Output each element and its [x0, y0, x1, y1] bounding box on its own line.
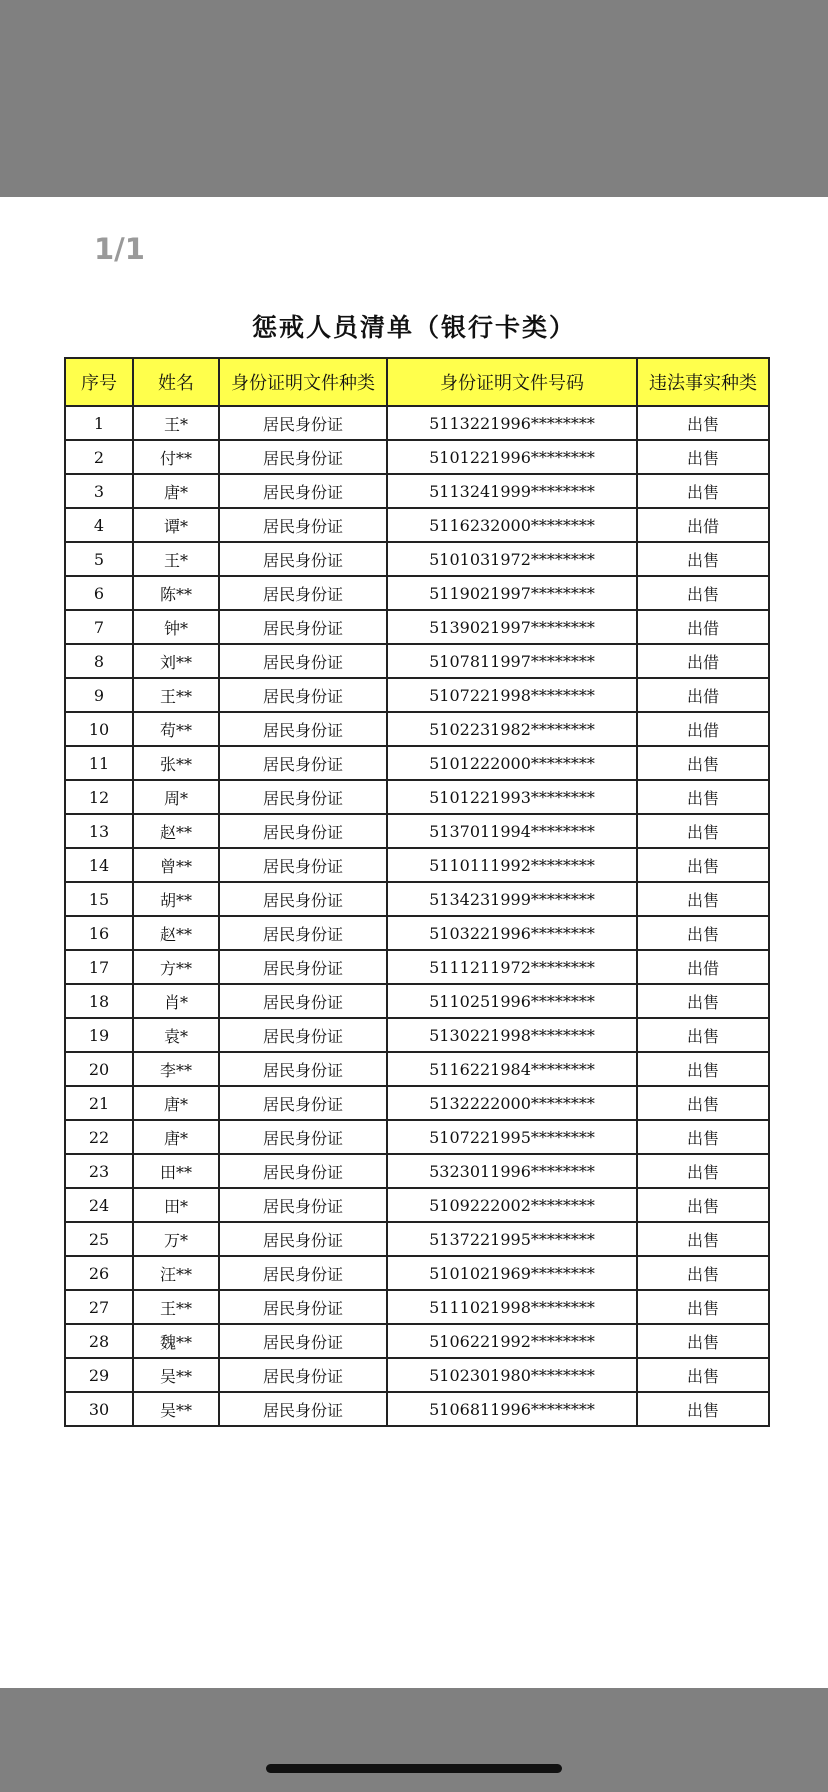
cell-violation-type: 出售: [637, 916, 769, 950]
cell-name: 曾**: [133, 848, 219, 882]
cell-id-type: 居民身份证: [219, 1018, 387, 1052]
home-indicator[interactable]: [266, 1764, 562, 1773]
cell-index: 26: [65, 1256, 133, 1290]
cell-violation-type: 出售: [637, 1256, 769, 1290]
cell-index: 12: [65, 780, 133, 814]
cell-violation-type: 出售: [637, 1052, 769, 1086]
cell-index: 19: [65, 1018, 133, 1052]
cell-index: 11: [65, 746, 133, 780]
cell-id-number: 5107221998********: [387, 678, 637, 712]
cell-id-type: 居民身份证: [219, 1256, 387, 1290]
cell-name: 赵**: [133, 814, 219, 848]
cell-violation-type: 出售: [637, 440, 769, 474]
table-row: [65, 508, 769, 542]
cell-index: 20: [65, 1052, 133, 1086]
cell-name: 唐*: [133, 474, 219, 508]
cell-id-type: 居民身份证: [219, 1086, 387, 1120]
cell-violation-type: 出借: [637, 644, 769, 678]
table-row: [65, 780, 769, 814]
cell-id-number: 5101222000********: [387, 746, 637, 780]
table-row: [65, 542, 769, 576]
cell-id-number: 5106811996********: [387, 1392, 637, 1426]
cell-id-type: 居民身份证: [219, 1120, 387, 1154]
table-row: [65, 1290, 769, 1324]
cell-name: 吴**: [133, 1358, 219, 1392]
cell-violation-type: 出借: [637, 950, 769, 984]
cell-id-number: 5109222002********: [387, 1188, 637, 1222]
cell-id-number: 5106221992********: [387, 1324, 637, 1358]
cell-id-number: 5110251996********: [387, 984, 637, 1018]
cell-id-type: 居民身份证: [219, 1052, 387, 1086]
cell-violation-type: 出售: [637, 746, 769, 780]
cell-name: 陈**: [133, 576, 219, 610]
cell-violation-type: 出售: [637, 814, 769, 848]
cell-id-type: 居民身份证: [219, 508, 387, 542]
table-row: [65, 1256, 769, 1290]
cell-id-type: 居民身份证: [219, 1188, 387, 1222]
cell-id-type: 居民身份证: [219, 1222, 387, 1256]
cell-id-number: 5102231982********: [387, 712, 637, 746]
cell-name: 魏**: [133, 1324, 219, 1358]
cell-violation-type: 出售: [637, 1392, 769, 1426]
cell-index: 14: [65, 848, 133, 882]
cell-id-number: 5137221995********: [387, 1222, 637, 1256]
punishment-list-table: [64, 357, 770, 1427]
cell-index: 13: [65, 814, 133, 848]
cell-name: 方**: [133, 950, 219, 984]
table-row: [65, 746, 769, 780]
cell-index: 9: [65, 678, 133, 712]
cell-id-number: 5103221996********: [387, 916, 637, 950]
cell-index: 1: [65, 406, 133, 440]
cell-id-number: 5101031972********: [387, 542, 637, 576]
cell-name: 田*: [133, 1188, 219, 1222]
cell-id-number: 5107811997********: [387, 644, 637, 678]
cell-index: 24: [65, 1188, 133, 1222]
cell-violation-type: 出售: [637, 780, 769, 814]
cell-index: 5: [65, 542, 133, 576]
cell-name: 吴**: [133, 1392, 219, 1426]
cell-violation-type: 出售: [637, 1120, 769, 1154]
cell-id-number: 5116232000********: [387, 508, 637, 542]
cell-index: 18: [65, 984, 133, 1018]
cell-violation-type: 出售: [637, 984, 769, 1018]
cell-violation-type: 出售: [637, 576, 769, 610]
table-row: [65, 712, 769, 746]
table-row: [65, 474, 769, 508]
cell-name: 赵**: [133, 916, 219, 950]
cell-index: 30: [65, 1392, 133, 1426]
cell-id-number: 5111211972********: [387, 950, 637, 984]
cell-index: 15: [65, 882, 133, 916]
cell-violation-type: 出售: [637, 848, 769, 882]
cell-id-number: 5101021969********: [387, 1256, 637, 1290]
cell-id-number: 5111021998********: [387, 1290, 637, 1324]
cell-id-type: 居民身份证: [219, 1358, 387, 1392]
cell-id-type: 居民身份证: [219, 712, 387, 746]
table-row: [65, 1222, 769, 1256]
cell-id-type: 居民身份证: [219, 984, 387, 1018]
cell-id-type: 居民身份证: [219, 406, 387, 440]
cell-id-number: 5134231999********: [387, 882, 637, 916]
cell-violation-type: 出售: [637, 1154, 769, 1188]
cell-index: 25: [65, 1222, 133, 1256]
cell-violation-type: 出售: [637, 1018, 769, 1052]
header-name: 姓名: [133, 358, 219, 406]
cell-id-type: 居民身份证: [219, 644, 387, 678]
cell-id-type: 居民身份证: [219, 780, 387, 814]
table-row: [65, 1392, 769, 1426]
header-id-number: 身份证明文件号码: [387, 358, 637, 406]
cell-id-number: 5101221996********: [387, 440, 637, 474]
table-row: [65, 984, 769, 1018]
viewer-top-bar: [0, 0, 828, 197]
cell-id-type: 居民身份证: [219, 440, 387, 474]
cell-index: 16: [65, 916, 133, 950]
cell-id-number: 5119021997********: [387, 576, 637, 610]
cell-id-type: 居民身份证: [219, 610, 387, 644]
cell-name: 付**: [133, 440, 219, 474]
cell-id-type: 居民身份证: [219, 916, 387, 950]
cell-name: 苟**: [133, 712, 219, 746]
cell-violation-type: 出售: [637, 882, 769, 916]
cell-violation-type: 出售: [637, 1222, 769, 1256]
cell-id-number: 5113241999********: [387, 474, 637, 508]
table-body: [65, 406, 769, 1426]
table-row: [65, 576, 769, 610]
table-row: [65, 1018, 769, 1052]
cell-name: 汪**: [133, 1256, 219, 1290]
cell-name: 周*: [133, 780, 219, 814]
cell-id-number: 5110111992********: [387, 848, 637, 882]
cell-violation-type: 出售: [637, 1086, 769, 1120]
cell-id-type: 居民身份证: [219, 848, 387, 882]
cell-violation-type: 出借: [637, 508, 769, 542]
cell-name: 胡**: [133, 882, 219, 916]
cell-id-type: 居民身份证: [219, 950, 387, 984]
cell-violation-type: 出售: [637, 1290, 769, 1324]
cell-name: 刘**: [133, 644, 219, 678]
cell-id-type: 居民身份证: [219, 678, 387, 712]
cell-id-type: 居民身份证: [219, 1324, 387, 1358]
cell-id-type: 居民身份证: [219, 1154, 387, 1188]
table-row: [65, 882, 769, 916]
cell-index: 10: [65, 712, 133, 746]
cell-index: 7: [65, 610, 133, 644]
table-row: [65, 610, 769, 644]
table-row: [65, 1358, 769, 1392]
table-row: [65, 1154, 769, 1188]
cell-index: 27: [65, 1290, 133, 1324]
cell-id-number: 5132222000********: [387, 1086, 637, 1120]
cell-name: 王**: [133, 1290, 219, 1324]
header-index: 序号: [65, 358, 133, 406]
cell-id-type: 居民身份证: [219, 814, 387, 848]
cell-index: 2: [65, 440, 133, 474]
table-header-row: [65, 358, 769, 406]
table-row: [65, 1086, 769, 1120]
cell-name: 李**: [133, 1052, 219, 1086]
cell-violation-type: 出售: [637, 474, 769, 508]
viewer-bottom-bar: [0, 1688, 828, 1792]
cell-violation-type: 出售: [637, 406, 769, 440]
cell-violation-type: 出售: [637, 1358, 769, 1392]
table-row: [65, 950, 769, 984]
cell-name: 王**: [133, 678, 219, 712]
table-row: [65, 1120, 769, 1154]
cell-name: 肖*: [133, 984, 219, 1018]
cell-violation-type: 出售: [637, 542, 769, 576]
table-row: [65, 440, 769, 474]
cell-id-type: 居民身份证: [219, 542, 387, 576]
table-row: [65, 678, 769, 712]
table-row: [65, 406, 769, 440]
cell-violation-type: 出借: [637, 712, 769, 746]
cell-violation-type: 出借: [637, 610, 769, 644]
cell-index: 28: [65, 1324, 133, 1358]
cell-id-number: 5323011996********: [387, 1154, 637, 1188]
cell-index: 22: [65, 1120, 133, 1154]
table-row: [65, 848, 769, 882]
table-row: [65, 1324, 769, 1358]
cell-id-number: 5107221995********: [387, 1120, 637, 1154]
cell-index: 6: [65, 576, 133, 610]
cell-index: 4: [65, 508, 133, 542]
cell-id-number: 5113221996********: [387, 406, 637, 440]
cell-index: 29: [65, 1358, 133, 1392]
cell-violation-type: 出借: [637, 678, 769, 712]
table-row: [65, 1188, 769, 1222]
cell-id-type: 居民身份证: [219, 882, 387, 916]
cell-index: 8: [65, 644, 133, 678]
cell-name: 万*: [133, 1222, 219, 1256]
table-row: [65, 1052, 769, 1086]
header-violation-type: 违法事实种类: [637, 358, 769, 406]
cell-id-number: 5116221984********: [387, 1052, 637, 1086]
cell-name: 袁*: [133, 1018, 219, 1052]
cell-id-number: 5101221993********: [387, 780, 637, 814]
cell-id-type: 居民身份证: [219, 1392, 387, 1426]
cell-id-number: 5139021997********: [387, 610, 637, 644]
cell-name: 唐*: [133, 1120, 219, 1154]
cell-index: 21: [65, 1086, 133, 1120]
table-row: [65, 644, 769, 678]
cell-violation-type: 出售: [637, 1324, 769, 1358]
cell-id-type: 居民身份证: [219, 474, 387, 508]
cell-id-type: 居民身份证: [219, 576, 387, 610]
header-id-type: 身份证明文件种类: [219, 358, 387, 406]
cell-violation-type: 出售: [637, 1188, 769, 1222]
page-indicator: 1/1: [94, 232, 145, 266]
cell-index: 17: [65, 950, 133, 984]
document-title: 惩戒人员清单（银行卡类）: [251, 313, 576, 342]
cell-name: 王*: [133, 406, 219, 440]
cell-name: 田**: [133, 1154, 219, 1188]
cell-name: 唐*: [133, 1086, 219, 1120]
cell-id-type: 居民身份证: [219, 1290, 387, 1324]
cell-id-number: 5130221998********: [387, 1018, 637, 1052]
cell-name: 钟*: [133, 610, 219, 644]
cell-index: 3: [65, 474, 133, 508]
table-row: [65, 916, 769, 950]
cell-id-number: 5102301980********: [387, 1358, 637, 1392]
document-page[interactable]: [0, 197, 828, 1688]
cell-id-type: 居民身份证: [219, 746, 387, 780]
cell-id-number: 5137011994********: [387, 814, 637, 848]
cell-name: 王*: [133, 542, 219, 576]
cell-index: 23: [65, 1154, 133, 1188]
cell-name: 张**: [133, 746, 219, 780]
table-row: [65, 814, 769, 848]
cell-name: 谭*: [133, 508, 219, 542]
